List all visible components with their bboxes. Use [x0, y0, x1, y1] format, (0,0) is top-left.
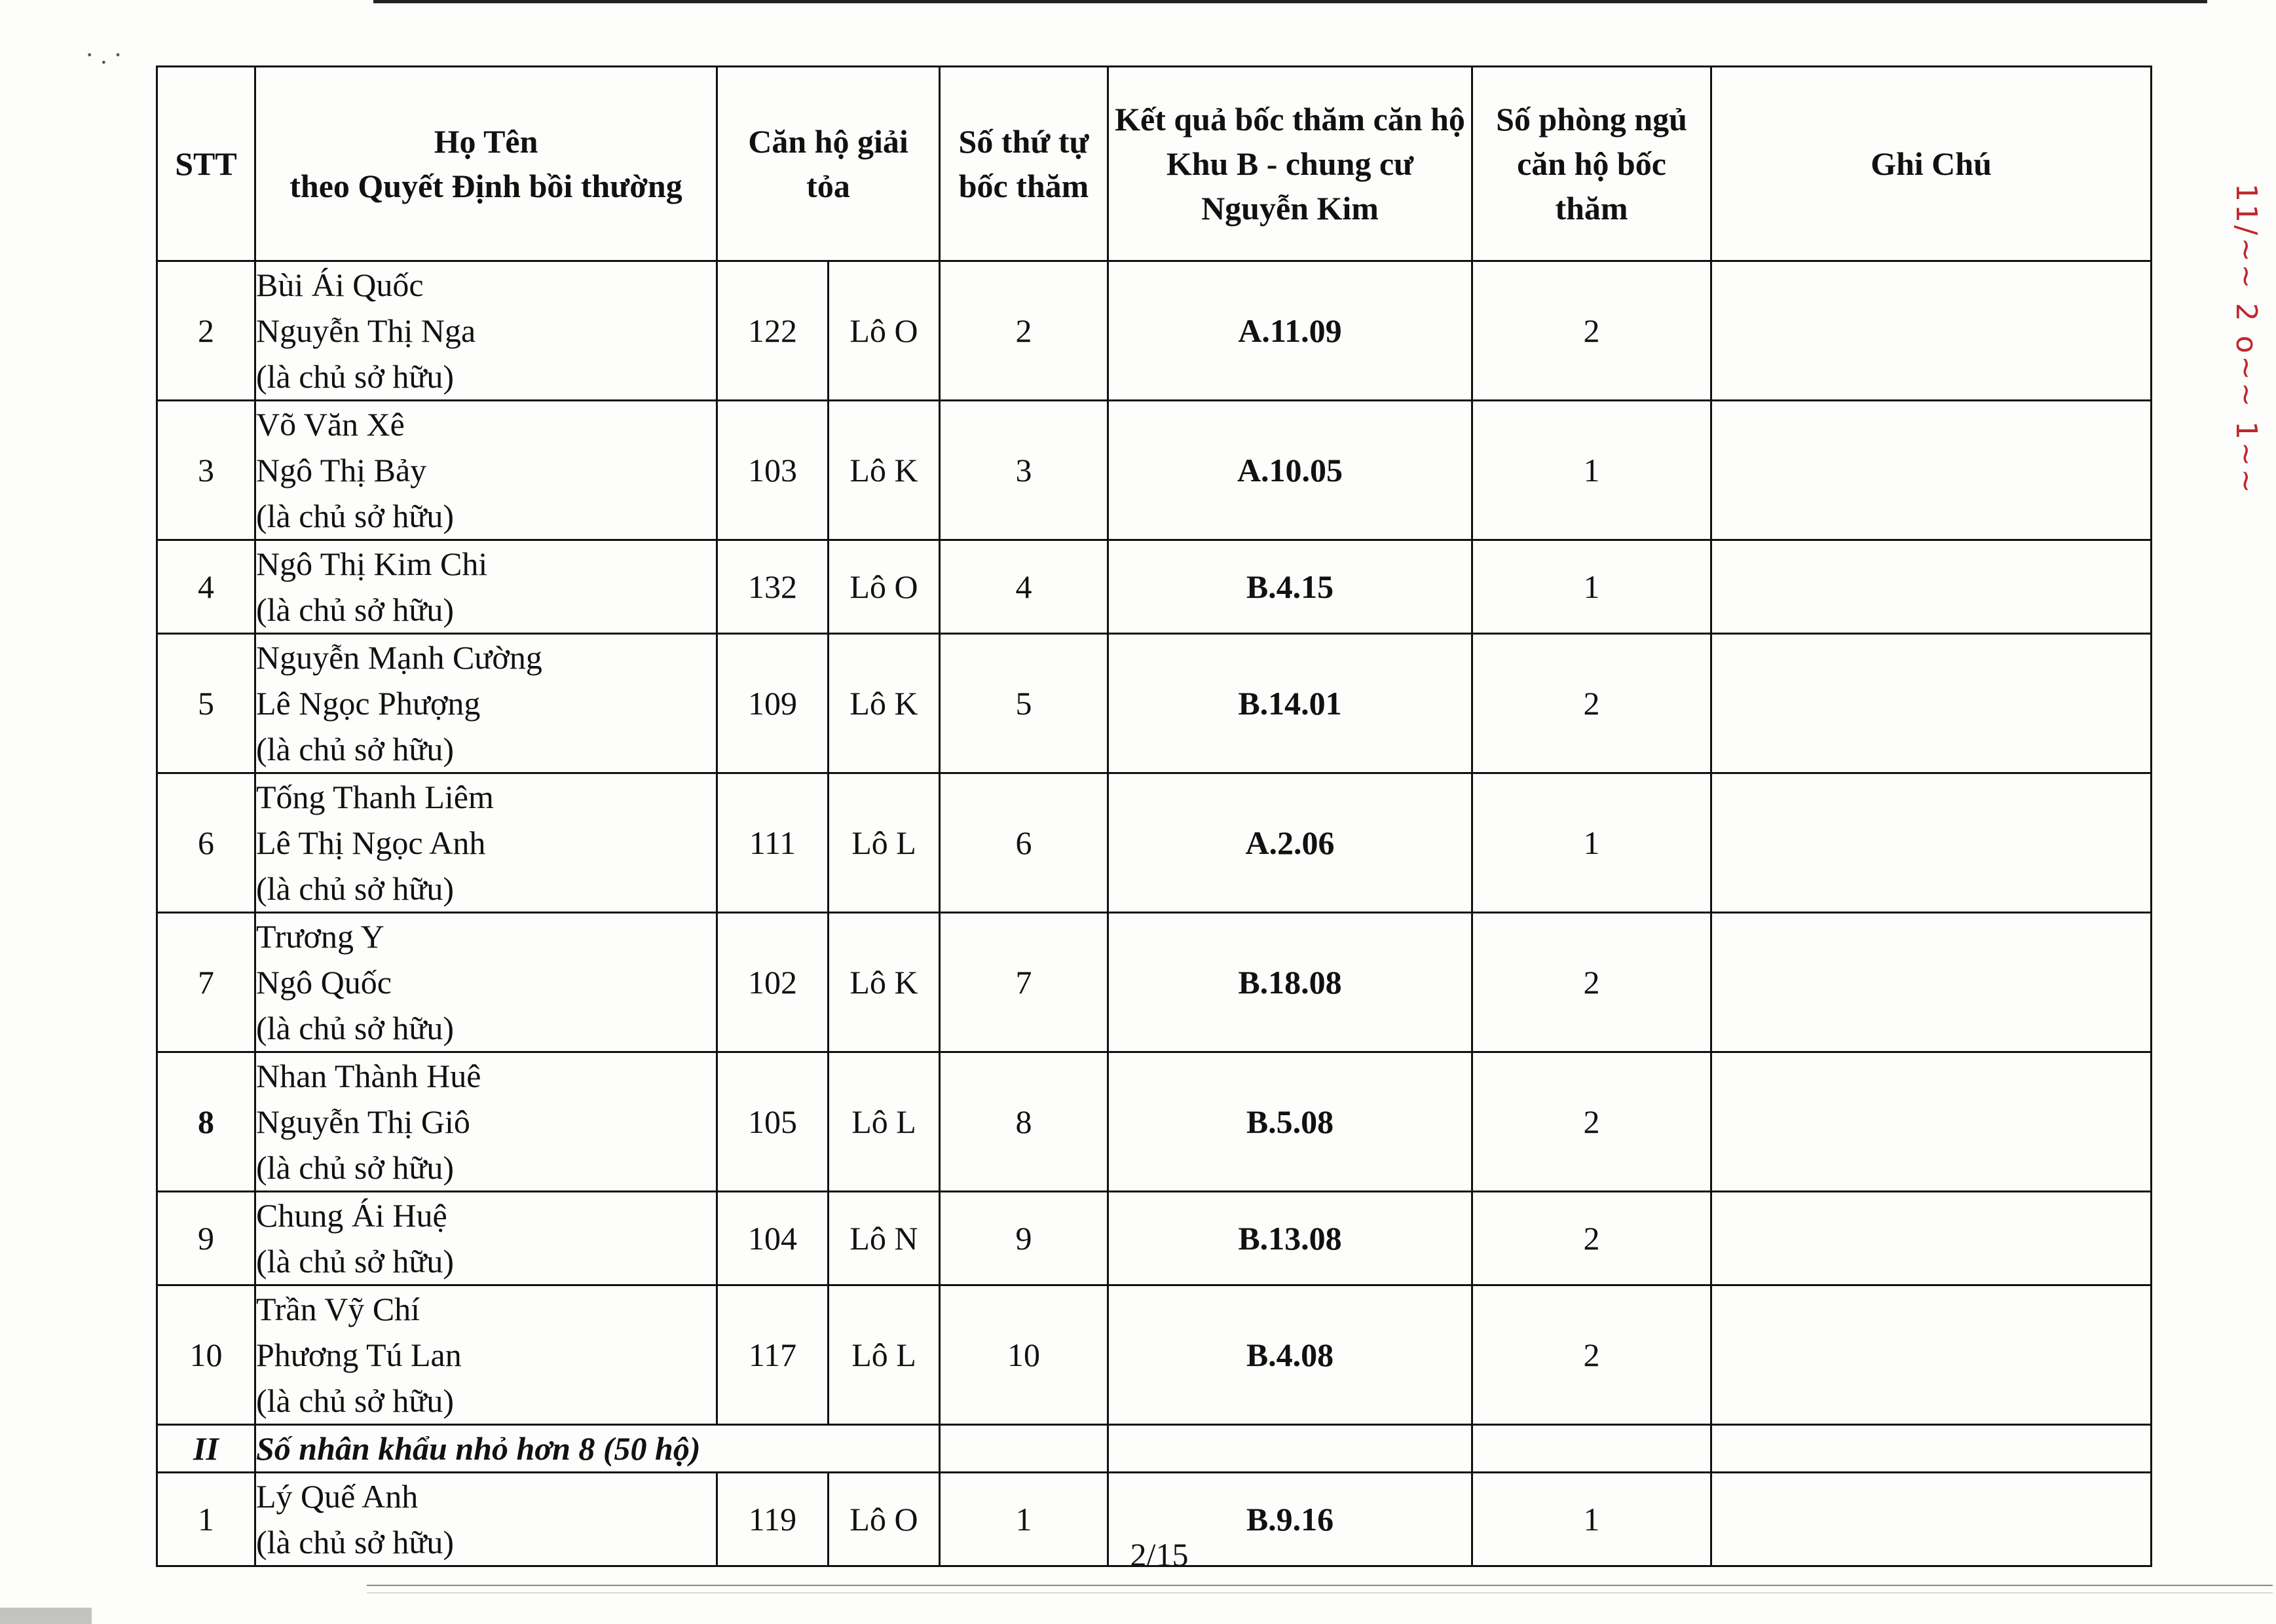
- row-draw-order: 9: [940, 1192, 1108, 1285]
- row-bedrooms: 1: [1472, 401, 1711, 540]
- row-note: [1711, 913, 2152, 1052]
- row-lot: Lô K: [829, 634, 940, 773]
- lottery-results-table: [156, 65, 2152, 1567]
- row-bedrooms: 1: [1472, 1473, 1711, 1566]
- row-draw-order: 8: [940, 1052, 1108, 1192]
- header-name-line1: Họ Tên: [434, 123, 538, 160]
- table-row: [157, 540, 2152, 634]
- table-row: [157, 261, 2152, 401]
- header-notes: Ghi Chú: [1711, 67, 2152, 261]
- row-name-line: Phương Tú Lan: [256, 1337, 462, 1373]
- row-name-line: Nguyễn Thị Giô: [256, 1103, 470, 1140]
- row-bedrooms: 2: [1472, 634, 1711, 773]
- row-names: [255, 773, 717, 913]
- table-body: [157, 261, 2152, 1566]
- scan-edge-bottom: [367, 1585, 2273, 1586]
- row-apartment-number: 132: [717, 540, 829, 634]
- row-stt: 3: [157, 401, 255, 540]
- row-name-line: Lê Thị Ngọc Anh: [256, 824, 486, 861]
- header-result: Kết quả bốc thăm căn hộ Khu B - chung cư Nguyễn Kim: [1108, 67, 1472, 261]
- row-bedrooms: 2: [1472, 913, 1711, 1052]
- section-bedrooms-cell: [1472, 1425, 1711, 1473]
- section-result-cell: [1108, 1425, 1472, 1473]
- row-result: B.13.08: [1108, 1192, 1472, 1285]
- row-lot: Lô O: [829, 540, 940, 634]
- row-result: A.11.09: [1108, 261, 1472, 401]
- row-name-line: Tống Thanh Liêm: [256, 779, 494, 815]
- section-row: [157, 1425, 2152, 1473]
- row-bedrooms: 2: [1472, 1192, 1711, 1285]
- row-result: B.9.16: [1108, 1473, 1472, 1566]
- row-name-line: Lê Ngọc Phượng: [256, 685, 481, 722]
- row-note: [1711, 1473, 2152, 1566]
- row-apartment-number: 104: [717, 1192, 829, 1285]
- section-title: Số nhân khẩu nhỏ hơn 8 (50 hộ): [255, 1425, 717, 1473]
- row-names: [255, 913, 717, 1052]
- row-bedrooms: 2: [1472, 261, 1711, 401]
- row-apartment-number: 109: [717, 634, 829, 773]
- row-name-line: Ngô Thị Kim Chi: [256, 545, 488, 582]
- header-bedrooms: Số phòng ngủ căn hộ bốc thăm: [1472, 67, 1711, 261]
- row-name-line: Võ Văn Xê: [256, 406, 405, 443]
- handwritten-margin-note: 11/~~ 2 o~~ 1~~: [2229, 183, 2263, 496]
- row-name-line: Lý Quế Anh: [256, 1478, 419, 1515]
- row-draw-order: 4: [940, 540, 1108, 634]
- row-stt: 8: [157, 1052, 255, 1192]
- row-name-line: Ngô Quốc: [256, 964, 392, 1001]
- row-name-line: (là chủ sở hữu): [256, 1149, 455, 1186]
- row-stt: 4: [157, 540, 255, 634]
- row-draw-order: 2: [940, 261, 1108, 401]
- row-result: A.2.06: [1108, 773, 1472, 913]
- row-bedrooms: 1: [1472, 773, 1711, 913]
- row-name-line: Trương Y: [256, 918, 384, 955]
- row-names: [255, 634, 717, 773]
- scan-corner-shadow: [0, 1608, 92, 1624]
- row-note: [1711, 401, 2152, 540]
- row-names: [255, 540, 717, 634]
- row-name-line: Nhan Thành Huê: [256, 1058, 481, 1094]
- row-name-line: Nguyễn Mạnh Cường: [256, 639, 542, 676]
- row-draw-order: 6: [940, 773, 1108, 913]
- row-draw-order: 10: [940, 1285, 1108, 1425]
- row-result: A.10.05: [1108, 401, 1472, 540]
- row-name-line: Bùi Ái Quốc: [256, 267, 424, 303]
- table-row: [157, 401, 2152, 540]
- table-header-row: [157, 67, 2152, 261]
- table-row: [157, 1285, 2152, 1425]
- row-result: B.4.15: [1108, 540, 1472, 634]
- row-lot: Lô L: [829, 773, 940, 913]
- row-stt: 10: [157, 1285, 255, 1425]
- section-order-cell: [940, 1425, 1108, 1473]
- row-lot: Lô L: [829, 1052, 940, 1192]
- row-bedrooms: 2: [1472, 1285, 1711, 1425]
- row-name-line: (là chủ sở hữu): [256, 1010, 455, 1046]
- row-name-line: (là chủ sở hữu): [256, 591, 455, 628]
- row-apartment-number: 119: [717, 1473, 829, 1566]
- row-name-line: (là chủ sở hữu): [256, 870, 455, 907]
- row-note: [1711, 261, 2152, 401]
- row-name-line: Trần Vỹ Chí: [256, 1291, 420, 1327]
- row-name-line: (là chủ sở hữu): [256, 1382, 455, 1419]
- row-lot: Lô K: [829, 401, 940, 540]
- row-name-line: (là chủ sở hữu): [256, 498, 455, 534]
- row-stt: 2: [157, 261, 255, 401]
- row-draw-order: 7: [940, 913, 1108, 1052]
- row-name-line: Nguyễn Thị Nga: [256, 312, 476, 349]
- row-names: [255, 1052, 717, 1192]
- row-result: B.5.08: [1108, 1052, 1472, 1192]
- scan-edge-top: [373, 0, 2207, 3]
- table-row: [157, 1052, 2152, 1192]
- row-apartment-number: 117: [717, 1285, 829, 1425]
- row-note: [1711, 540, 2152, 634]
- header-name: [255, 67, 717, 261]
- row-name-line: (là chủ sở hữu): [256, 1243, 455, 1280]
- row-draw-order: 3: [940, 401, 1108, 540]
- header-apartment: Căn hộ giải tỏa: [717, 67, 940, 261]
- table-row: [157, 634, 2152, 773]
- row-bedrooms: 2: [1472, 1052, 1711, 1192]
- row-stt: 6: [157, 773, 255, 913]
- row-names: [255, 1473, 717, 1566]
- row-lot: Lô O: [829, 1473, 940, 1566]
- row-lot: Lô N: [829, 1192, 940, 1285]
- row-name-line: Chung Ái Huệ: [256, 1197, 447, 1234]
- table-row: [157, 1192, 2152, 1285]
- row-note: [1711, 634, 2152, 773]
- scan-specks: ·.·: [85, 40, 129, 69]
- row-names: [255, 401, 717, 540]
- row-apartment-number: 103: [717, 401, 829, 540]
- row-note: [1711, 1285, 2152, 1425]
- page-number: 2/15: [1130, 1536, 1189, 1573]
- row-stt: 9: [157, 1192, 255, 1285]
- header-stt: STT: [157, 67, 255, 261]
- row-name-line: (là chủ sở hữu): [256, 1524, 455, 1560]
- row-apartment-number: 105: [717, 1052, 829, 1192]
- section-number: II: [157, 1425, 255, 1473]
- row-names: [255, 1192, 717, 1285]
- row-stt: 1: [157, 1473, 255, 1566]
- row-bedrooms: 1: [1472, 540, 1711, 634]
- row-note: [1711, 1192, 2152, 1285]
- row-lot: Lô O: [829, 261, 940, 401]
- row-lot: Lô K: [829, 913, 940, 1052]
- table-row: [157, 913, 2152, 1052]
- row-stt: 7: [157, 913, 255, 1052]
- header-name-line2: theo Quyết Định bồi thường: [289, 168, 682, 204]
- row-lot: Lô L: [829, 1285, 940, 1425]
- section-note-cell: [1711, 1425, 2152, 1473]
- header-draw-order: Số thứ tự bốc thăm: [940, 67, 1108, 261]
- row-result: B.4.08: [1108, 1285, 1472, 1425]
- row-apartment-number: 111: [717, 773, 829, 913]
- row-result: B.18.08: [1108, 913, 1472, 1052]
- row-names: [255, 261, 717, 401]
- row-note: [1711, 1052, 2152, 1192]
- row-name-line: Ngô Thị Bảy: [256, 452, 427, 489]
- table-row: [157, 773, 2152, 913]
- row-draw-order: 1: [940, 1473, 1108, 1566]
- row-draw-order: 5: [940, 634, 1108, 773]
- row-apartment-number: 102: [717, 913, 829, 1052]
- row-note: [1711, 773, 2152, 913]
- row-stt: 5: [157, 634, 255, 773]
- section-empty-cell: [717, 1425, 940, 1473]
- row-name-line: (là chủ sở hữu): [256, 731, 455, 767]
- row-name-line: (là chủ sở hữu): [256, 358, 455, 395]
- row-names: [255, 1285, 717, 1425]
- row-result: B.14.01: [1108, 634, 1472, 773]
- row-apartment-number: 122: [717, 261, 829, 401]
